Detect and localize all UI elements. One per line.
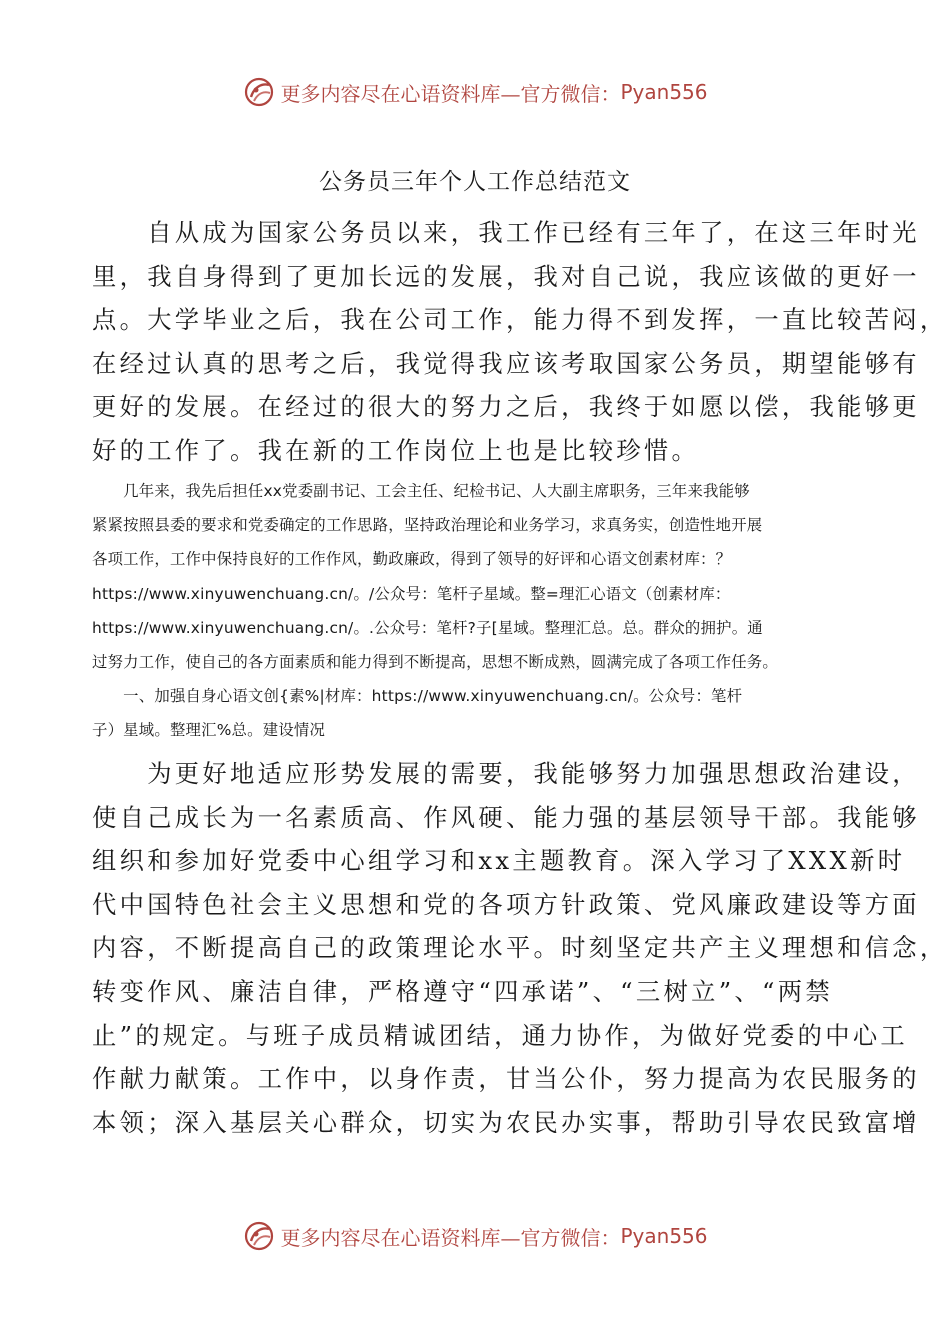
footer-watermark-banner [0, 1216, 950, 1256]
brand-logo-icon [242, 75, 276, 109]
paragraph-political-building [92, 752, 948, 1144]
wechat-id-text: Pyan556 [620, 80, 708, 104]
text-line: 子）星域。整理汇%总。建设情况 [92, 721, 326, 740]
text-line: 转变作风、廉洁自律，严格遵守“四承诺”、“三树立”、“两禁 [92, 976, 833, 1006]
brand-logo-icon [242, 1219, 276, 1253]
paragraph-intro [92, 211, 948, 473]
text-line: 紧紧按照县委的要求和党委确定的工作思路，坚持政治理论和业务学习，求真务实，创造性地开展 [92, 516, 763, 535]
site-name-text: 更多内容尽在心语资料库—官方微信： [280, 1225, 621, 1250]
text-line: 点。大学毕业之后，我在公司工作，能力得不到发挥，一直比较苦闷， [92, 305, 948, 335]
text-line: 几年来，我先后担任xx党委副书记、工会主任、纪检书记、人大副主席职务，三年来我能够 [92, 482, 750, 500]
header-watermark-banner [0, 72, 950, 112]
text-line: 作献力献策。工作中，以身作责，甘当公仆，努力提高为农民服务的 [92, 1064, 920, 1094]
text-line: 组织和参加好党委中心组学习和xx主题教育。深入学习了XXX新时 [92, 846, 906, 876]
text-line: 各项工作，工作中保持良好的工作作风，勤政廉政，得到了领导的好评和心语文创素材库：？ [92, 550, 732, 569]
text-line: 内容，不断提高自己的政策理论水平。时刻坚定共产主义理想和信念， [92, 933, 948, 963]
site-name-text: 更多内容尽在心语资料库—官方微信： [280, 81, 621, 106]
text-line: 一、加强自身心语文创{素%|材库：https://www.xinyuwenchuang.cn/。公众号：笔杆 [92, 687, 743, 706]
wechat-id-text: Pyan556 [620, 1224, 708, 1248]
text-line: https://www.xinyuwenchuang.cn/。/公众号：笔杆子星域。整=理汇心语文（创素材库： [92, 584, 731, 603]
text-line: 里，我自身得到了更加长远的发展，我对自己说，我应该做的更好一 [92, 261, 920, 291]
document-title: 公务员三年个人工作总结范文 [319, 169, 631, 195]
text-line: 使自己成长为一名素质高、作风硬、能力强的基层领导干部。我能够 [92, 802, 920, 832]
text-line: 好的工作了。我在新的工作岗位上也是比较珍惜。 [92, 435, 700, 465]
text-line: 代中国特色社会主义思想和党的各项方针政策、党风廉政建设等方面 [92, 889, 920, 919]
text-line: https://www.xinyuwenchuang.cn/。.公众号：笔杆?子[星域。整理汇总。总。群众的拥护。通 [92, 618, 763, 637]
text-line: 为更好地适应形势发展的需要，我能够努力加强思想政治建设， [92, 759, 920, 788]
text-line: 过努力工作，使自己的各方面素质和能力得到不断提高，思想不断成熟，圆满完成了各项工作任务。 [92, 652, 778, 671]
text-line: 更好的发展。在经过的很大的努力之后，我终于如愿以偿，我能够更 [92, 392, 920, 422]
text-line: 在经过认真的思考之后，我觉得我应该考取国家公务员，期望能够有 [92, 348, 920, 378]
text-line: 本领；深入基层关心群众，切实为农民办实事，帮助引导农民致富增 [92, 1107, 920, 1137]
paragraph-positions [92, 474, 778, 748]
text-line: 自从成为国家公务员以来，我工作已经有三年了，在这三年时光 [92, 218, 920, 247]
text-line: 止”的规定。与班子成员精诚团结，通力协作，为做好党委的中心工 [92, 1020, 909, 1050]
